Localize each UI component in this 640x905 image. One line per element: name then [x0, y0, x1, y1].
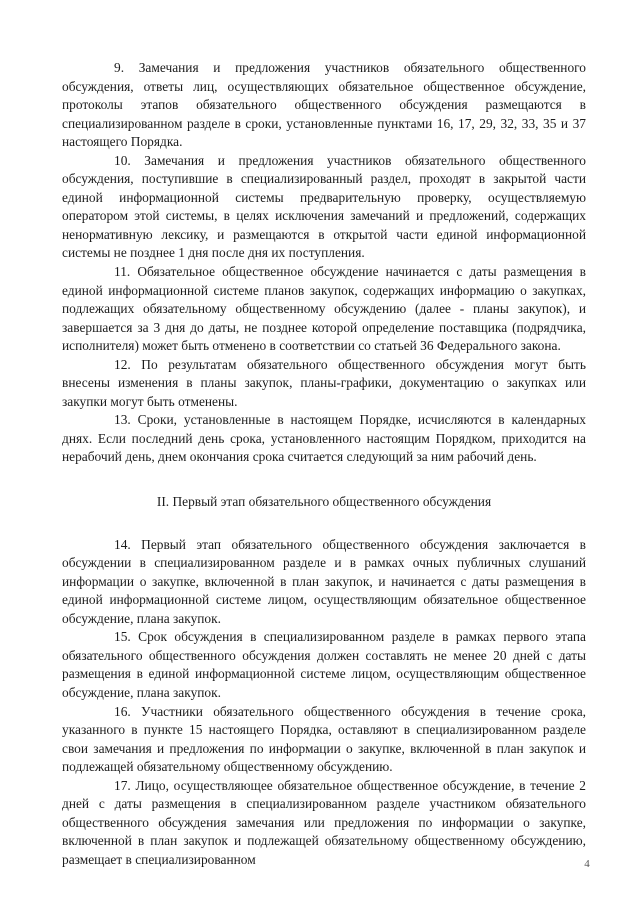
document-body — [62, 59, 586, 869]
paragraph-17: 17. Лицо, осуществляющее обязательное общественное обсуждение, в течение 2 дней с даты размещения в специализированном разделе участником обязательного общественного обсуждения замечания или предложения по информации о закупке, включенной в план закупок и подлежащей обязательному общественному обсуждению, размещает в специализированном — [62, 777, 586, 867]
paragraph-9: 9. Замечания и предложения участников обязательного общественного обсуждения, ответы лиц, осуществляющих обязательное общественное обсуждение, протоколы этапов обязательного общественного обсуждения размещаются в специализированном разделе в сроки, установленные пунктами 16, 17, 29, 32, 33, 35 и 37 настоящего Порядка. — [62, 60, 586, 150]
paragraph-11: 11. Обязательное общественное обсуждение начинается с даты размещения в единой информационной системе планов закупок, содержащих информацию о закупках, подлежащих обязательному общественному обсуждению (далее - планы закупок), и завершается за 3 дня до даты, не позднее которой определение поставщика (подрядчика, исполнителя) может быть отменено в соответствии со статьей 36 Федерального закона. — [62, 264, 586, 354]
paragraph-16: 16. Участники обязательного общественного обсуждения в течение срока, указанного в пункте 15 настоящего Порядка, оставляют в специализированном разделе свои замечания и предложения по информации о закупке, включенной в план закупок и подлежащей обязательному общественному обсуждению. — [62, 703, 586, 775]
section-heading: II. Первый этап обязательного общественного обсуждения — [156, 494, 492, 510]
page-number: 4 — [584, 858, 590, 870]
paragraph-10: 10. Замечания и предложения участников обязательного общественного обсуждения, поступившие в специализированный раздел, проходят в закрытой части единой информационной системы предварительную проверку, осуществляемую оператором этой системы, в целях исключения замечаний и предложений, содержащих ненормативную лексику, и размещаются в открытой части единой информационной системы не позднее 1 дня после дня их поступления. — [62, 152, 586, 261]
paragraph-13: 13. Сроки, установленные в настоящем Порядке, исчисляются в календарных днях. Если последний день срока, установленного настоящим Порядком, приходится на нерабочий день, днем окончания срока считается следующий за ним рабочий день. — [62, 412, 586, 465]
paragraph-12: 12. По результатам обязательного общественного обсуждения могут быть внесены изменения в планы закупок, планы-графики, документацию о закупках или закупки могут быть отменены. — [62, 356, 586, 409]
paragraph-14: 14. Первый этап обязательного общественного обсуждения заключается в обсуждении в специализированном разделе и в рамках очных публичных слушаний информации о закупке, включенной в план закупок, и начинается с даты размещения в единой информационной системе лицом, осуществляющим обязательное общественное обсуждение, плана закупок. — [62, 536, 586, 626]
paragraph-15: 15. Срок обсуждения в специализированном разделе в рамках первого этапа обязательного общественного обсуждения должен составлять не менее 20 дней с даты размещения в единой информационной системе лицом, осуществляющим общественное обсуждение, плана закупок. — [62, 629, 586, 700]
